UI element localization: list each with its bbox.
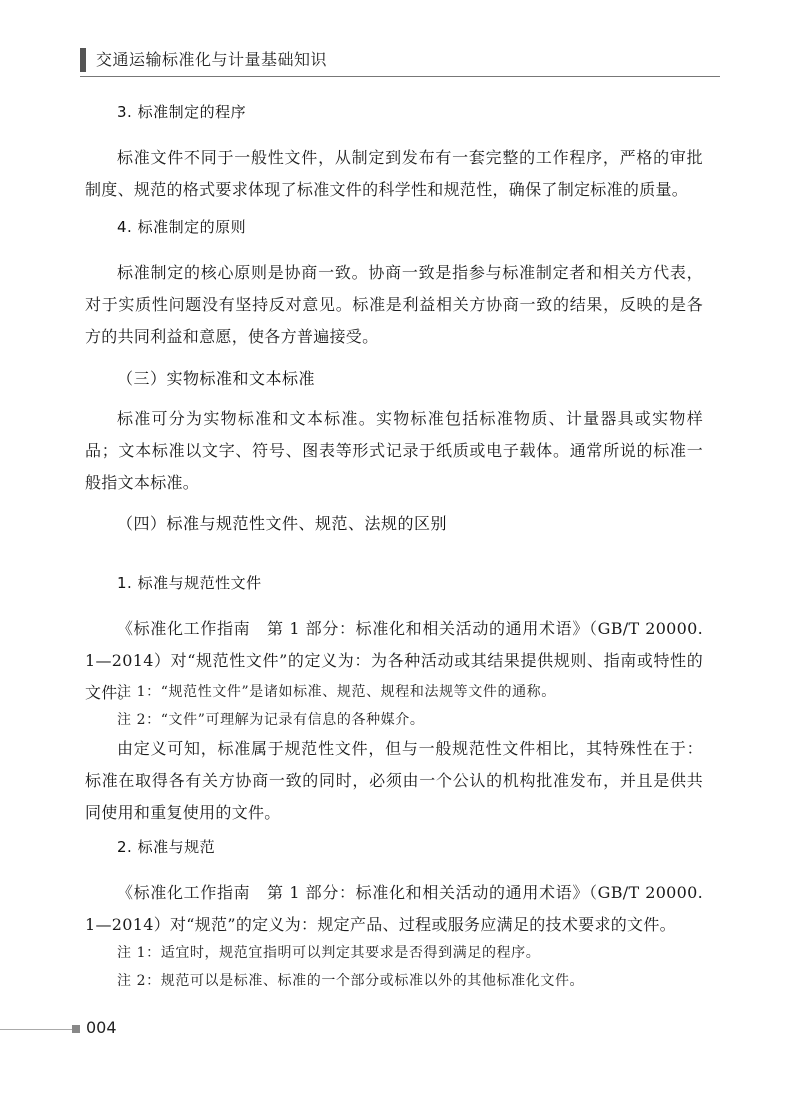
- note-1-specification: 注 1：适宜时，规范宜指明可以判定其要求是否得到满足的程序。: [117, 945, 541, 961]
- note-2-specification: 注 2：规范可以是标准、标准的一个部分或标准以外的其他标准化文件。: [117, 973, 585, 989]
- paragraph-normative-definition: 《标准化工作指南 第 1 部分：标准化和相关活动的通用术语》（GB/T 20000. 1—2014）对“规范性文件”的定义为：为各种活动或其结果提供规则、指南或特性的文件。: [85, 619, 703, 702]
- paragraph-principle: 标准制定的核心原则是协商一致。协商一致是指参与标准制定者和相关方代表，对于实质性问题没有坚持反对意见。标准是利益相关方协商一致的结果，反映的是各方的共同利益和意愿，使各方普遍接受。: [85, 263, 703, 346]
- header-marker-bar: [80, 48, 86, 72]
- paragraph-physical-text-standards: 标准可分为实物标准和文本标准。实物标准包括标准物质、计量器具或实物样品；文本标准以文字、符号、图表等形式记录于纸质或电子载体。通常所说的标准一般指文本标准。: [85, 409, 703, 492]
- section-heading-specification: 2. 标准与规范: [117, 838, 216, 856]
- running-header: [80, 44, 720, 78]
- section-heading-physical-text-standards: （三）实物标准和文本标准: [117, 369, 316, 388]
- paragraph-normative-explanation: 由定义可知，标准属于规范性文件，但与一般规范性文件相比，其特殊性在于：标准在取得各有关方协商一致的同时，必须由一个公认的机构批准发布，并且是供共同使用和重复使用的文件。: [85, 739, 703, 822]
- section-heading-procedure: 3. 标准制定的程序: [117, 103, 247, 121]
- page-number: 004: [86, 1018, 117, 1037]
- footer-square-marker: [72, 1025, 80, 1033]
- paragraph-procedure: 标准文件不同于一般性文件，从制定到发布有一套完整的工作程序，严格的审批制度、规范的格式要求体现了标准文件的科学性和规范性，确保了制定标准的质量。: [85, 148, 703, 199]
- section-heading-normative-documents: 1. 标准与规范性文件: [117, 574, 262, 592]
- header-rule: [80, 76, 720, 77]
- paragraph-specification-definition: 《标准化工作指南 第 1 部分：标准化和相关活动的通用术语》（GB/T 20000. 1—2014）对“规范”的定义为：规定产品、过程或服务应满足的技术要求的文件。: [85, 883, 703, 934]
- book-title: 交通运输标准化与计量基础知识: [96, 50, 328, 69]
- section-heading-differences: （四）标准与规范性文件、规范、法规的区别: [117, 514, 448, 533]
- section-heading-principle: 4. 标准制定的原则: [117, 218, 247, 236]
- footer-rule: [0, 1029, 72, 1030]
- note-1-normative: 注 1：“规范性文件”是诸如标准、规范、规程和法规等文件的通称。: [117, 684, 556, 700]
- note-2-normative: 注 2：“文件”可理解为记录有信息的各种媒介。: [117, 712, 425, 728]
